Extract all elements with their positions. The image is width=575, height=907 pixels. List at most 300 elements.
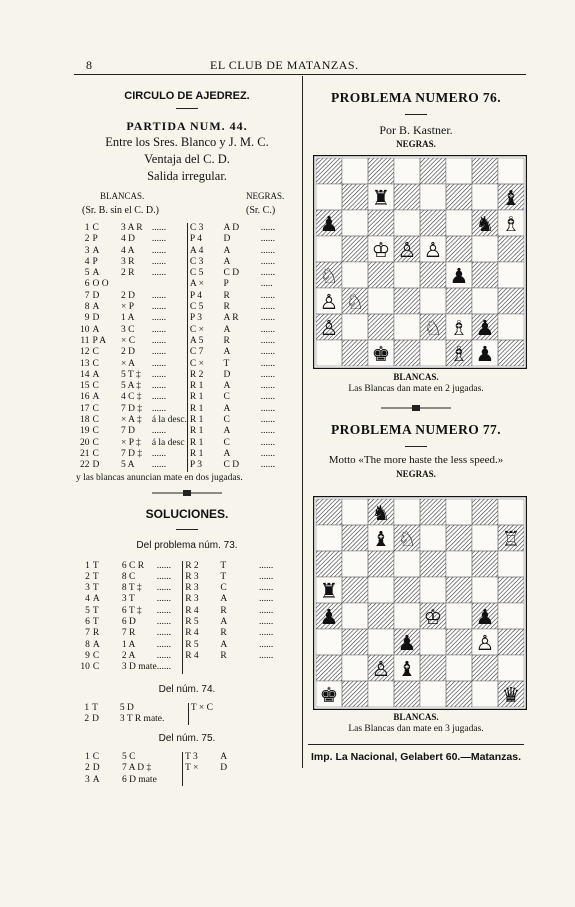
move-cell-a: P	[92, 234, 98, 245]
advantage: Ventaja del C. D.	[144, 152, 230, 166]
move-row	[76, 279, 298, 290]
chess-piece: ♝	[397, 656, 417, 681]
move-cell-n: 12	[80, 347, 90, 358]
board-square	[498, 551, 524, 577]
move-cell-d1: á la desc	[151, 437, 185, 448]
board-square	[420, 551, 446, 577]
chess-piece: ♔	[423, 604, 443, 629]
board-square	[342, 499, 368, 525]
board-square	[446, 681, 472, 707]
move-cell-d: D	[223, 234, 231, 245]
move-cell-c: R 1	[187, 392, 223, 403]
move-cell-d2: ......	[260, 268, 276, 279]
move-cell-d: T	[220, 560, 227, 571]
right-column	[306, 90, 526, 149]
board-square	[472, 236, 498, 262]
board-square	[342, 629, 368, 655]
chess-piece: ♔	[371, 237, 391, 262]
move-cell-a: C	[92, 223, 99, 233]
move-cell-d2: ......	[260, 302, 276, 313]
board-square	[316, 236, 342, 262]
move-cell-d2: ......	[260, 358, 276, 369]
board-square	[316, 551, 342, 577]
move-cell-a: P A	[92, 335, 107, 346]
board-square	[368, 314, 394, 340]
chess-piece: ♗	[449, 341, 469, 366]
board-square	[394, 158, 420, 184]
move-cell-n: 5	[85, 605, 90, 616]
divider	[308, 744, 524, 745]
move-cell-b: × C	[120, 335, 136, 346]
move-cell-d1: ......	[156, 605, 171, 616]
move-cell-b: 7 D ‡	[120, 403, 143, 414]
move-cell-d1: ......	[151, 426, 167, 437]
move-cell-a: A	[92, 392, 100, 403]
chess-piece: ♟	[319, 211, 339, 236]
board-square	[394, 210, 420, 236]
board-square	[420, 340, 446, 366]
move-cell-a: T	[92, 583, 99, 594]
move-cell-d: C	[223, 392, 230, 403]
move-cell-d2	[259, 662, 298, 673]
move-cell-d: T	[220, 571, 227, 582]
board-square	[446, 158, 472, 184]
move-cell-b: 3 R	[120, 256, 135, 267]
move-cell-d: C	[223, 415, 230, 426]
move-cell-b: 6 D	[121, 617, 136, 628]
move-cell-b: 3 D mate	[121, 662, 157, 673]
move-cell-d2: ......	[258, 594, 274, 605]
move-cell-a: T	[92, 560, 99, 571]
chess-piece: ♟	[449, 263, 469, 288]
move-cell-c: R 3	[183, 594, 221, 605]
move-cell-d2: ......	[258, 583, 274, 594]
move-cell-b: 5 T ‡	[120, 369, 141, 380]
move-cell-a: A	[92, 639, 100, 650]
problem-76-white-label: BLANCAS.	[393, 372, 439, 382]
chess-piece: ♛	[501, 682, 521, 707]
move-cell-c: C ×	[187, 359, 223, 370]
move-cell-a: C	[92, 426, 99, 437]
move-cell-b	[121, 279, 152, 290]
move-row	[76, 628, 298, 639]
problem-77-motto: Motto «The more haste the less speed.»	[328, 454, 504, 466]
move-cell-c: P 3	[187, 313, 223, 324]
move-cell-d1: ......	[151, 234, 167, 245]
move-row	[76, 268, 298, 279]
move-cell-d: A	[223, 381, 231, 392]
move-cell-d	[226, 714, 262, 725]
move-cell-b: 2 D	[120, 347, 135, 358]
move-cell-b: 7 D ‡	[120, 448, 143, 459]
move-cell-a: T	[92, 571, 99, 582]
chess-piece: ♜	[319, 578, 339, 603]
move-cell-c: R 1	[187, 404, 223, 415]
move-cell-d2: ......	[258, 650, 274, 661]
move-cell-a: A	[92, 324, 100, 335]
board-square	[368, 577, 394, 603]
chess-piece: ♘	[423, 315, 443, 340]
move-cell-a: D	[92, 763, 100, 774]
move-cell-c: R 5	[183, 617, 221, 628]
problem-76-black-label: NEGRAS.	[396, 139, 436, 149]
board-square	[316, 525, 342, 551]
move-cell-b: 5 D	[119, 702, 134, 713]
chess-piece: ♞	[475, 211, 495, 236]
move-cell-d1: ......	[151, 448, 167, 459]
move-row	[76, 234, 298, 245]
move-cell-d: A	[223, 245, 231, 256]
move-cell-c: R 1	[187, 438, 223, 449]
move-cell-d1: ......	[151, 313, 167, 324]
chess-piece: ♙	[319, 315, 339, 340]
chess-piece: ♞	[371, 500, 391, 525]
move-row	[76, 775, 298, 786]
move-cell-d: A R	[223, 313, 239, 324]
move-cell-d1: ......	[156, 571, 171, 582]
move-cell-c: R 1	[187, 449, 223, 460]
board-square	[342, 158, 368, 184]
move-cell-d: D	[220, 763, 228, 774]
board-square	[472, 525, 498, 551]
move-cell-d2: ......	[260, 369, 276, 380]
board-square	[342, 681, 368, 707]
move-cell-a: C	[92, 752, 100, 763]
chess-piece: ♝	[501, 185, 521, 210]
solution-73-title: Del problema núm. 73.	[136, 539, 238, 551]
move-cell-c: C 3	[187, 223, 223, 234]
board-square	[446, 551, 472, 577]
game-moves-table	[76, 223, 298, 472]
move-cell-a: A	[92, 774, 100, 785]
move-cell-n: 1	[85, 560, 90, 571]
move-cell-a: C	[92, 381, 99, 392]
board-square	[342, 577, 368, 603]
move-cell-d1	[157, 775, 183, 786]
board-square	[394, 551, 420, 577]
board-square	[316, 340, 342, 366]
move-cell-c: P 4	[187, 234, 223, 245]
board-square	[368, 629, 394, 655]
board-square	[342, 655, 368, 681]
move-cell-b: 2 A	[121, 650, 136, 661]
move-cell-d2: ......	[260, 437, 276, 448]
move-row	[76, 404, 298, 415]
board-square	[394, 340, 420, 366]
move-cell-d: C	[223, 437, 230, 448]
move-cell-d2: ......	[260, 234, 276, 245]
move-cell-n: 2	[84, 234, 90, 245]
section-title: CIRCULO DE AJEDREZ.	[124, 90, 250, 102]
move-cell-c	[188, 714, 225, 725]
move-cell-n: 20	[80, 437, 90, 448]
move-cell-d: T	[223, 358, 230, 369]
board-square	[342, 262, 368, 288]
column-rule	[302, 76, 303, 768]
board-square	[498, 236, 524, 262]
move-cell-c: R 4	[183, 628, 221, 639]
move-cell-d1: ......	[151, 392, 167, 403]
move-cell-n: 6	[85, 617, 90, 628]
board-square	[342, 210, 368, 236]
move-cell-d2: ......	[260, 313, 276, 324]
players: Entre los Sres. Blanco y J. M. C.	[105, 135, 269, 149]
problem-77-white-label: BLANCAS.	[393, 712, 439, 722]
move-row	[76, 640, 298, 651]
move-cell-b: 8 C	[121, 571, 136, 582]
move-cell-d2: ......	[260, 403, 276, 414]
board-square	[446, 577, 472, 603]
board-square	[498, 655, 524, 681]
problem-76-author: Por B. Kastner.	[379, 123, 453, 137]
move-cell-b: 5 A ‡	[120, 381, 142, 392]
move-row	[76, 359, 298, 370]
board-square	[368, 603, 394, 629]
board-square	[394, 314, 420, 340]
move-cell-a: T	[92, 617, 99, 628]
move-cell-n: 3	[85, 583, 90, 594]
board-square	[316, 629, 342, 655]
board-square	[394, 603, 420, 629]
ornament	[152, 489, 222, 497]
move-cell-n: 2	[85, 571, 90, 582]
move-cell-d1	[157, 752, 183, 763]
board-square	[368, 262, 394, 288]
move-cell-d1: ......	[156, 560, 171, 571]
move-cell-c: C 5	[187, 302, 223, 313]
move-cell-d: A	[223, 426, 231, 437]
move-cell-d1: ......	[151, 302, 167, 313]
board-square	[420, 158, 446, 184]
board-square	[420, 629, 446, 655]
move-cell-n: 6	[84, 279, 90, 290]
move-row	[76, 449, 298, 460]
chess-piece: ♘	[397, 526, 417, 551]
move-cell-d1: ......	[151, 268, 167, 279]
board-square	[446, 184, 472, 210]
move-cell-n: 2	[84, 763, 90, 774]
move-row	[76, 594, 298, 605]
move-cell-n: 16	[80, 392, 90, 403]
board-square	[420, 262, 446, 288]
move-cell-c: C 3	[187, 257, 223, 268]
chess-piece: ♜	[371, 185, 391, 210]
move-row	[76, 561, 298, 572]
move-cell-n: 3	[84, 774, 90, 785]
move-cell-d1	[152, 279, 188, 290]
move-cell-b: 7 R	[121, 628, 136, 639]
board-square	[316, 158, 342, 184]
move-row	[76, 460, 298, 471]
chess-piece: ♙	[397, 237, 417, 262]
move-cell-d1: ......	[156, 594, 171, 605]
move-cell-n: 4	[84, 256, 90, 267]
chess-piece: ♖	[501, 526, 521, 551]
move-cell-a: C	[92, 347, 99, 358]
move-cell-c: A 5	[187, 336, 223, 347]
solution-74-title: Del núm. 74.	[158, 683, 216, 695]
move-cell-d: R	[220, 605, 227, 616]
move-cell-n: 9	[84, 313, 90, 324]
move-cell-n: 19	[80, 426, 90, 437]
divider	[405, 114, 427, 115]
board-square	[420, 681, 446, 707]
divider	[176, 108, 198, 109]
move-cell-d: A	[220, 752, 228, 763]
board-square	[394, 184, 420, 210]
move-row	[76, 415, 298, 426]
game-title: PARTIDA NUM. 44.	[126, 119, 248, 133]
white-player: (Sr. B. sin el C. D.)	[82, 205, 159, 216]
chess-piece: ♙	[371, 656, 391, 681]
move-cell-d: A	[223, 324, 231, 335]
move-cell-d1	[164, 703, 188, 714]
move-row	[76, 651, 298, 662]
move-row	[76, 336, 298, 347]
move-row	[76, 347, 298, 358]
move-cell-d2: ......	[260, 335, 276, 346]
move-cell-d2: ......	[260, 223, 276, 233]
move-cell-b: 1 A	[121, 639, 136, 650]
move-cell-c: P 3	[187, 460, 223, 471]
move-row	[76, 662, 298, 673]
move-cell-d2: ......	[260, 460, 276, 471]
problem-76-footer	[306, 372, 526, 479]
move-cell-a: C	[92, 437, 99, 448]
move-row	[76, 752, 298, 763]
divider	[405, 446, 427, 447]
board-square	[316, 184, 342, 210]
board-square	[446, 236, 472, 262]
move-cell-d1: ......	[151, 245, 167, 256]
move-cell-n: 2	[84, 713, 90, 724]
move-cell-d2: ......	[260, 426, 276, 437]
chess-piece: ♗	[501, 211, 521, 236]
board-square	[394, 262, 420, 288]
board-square	[446, 603, 472, 629]
board-square	[472, 577, 498, 603]
board-square	[368, 551, 394, 577]
move-cell-n: 18	[80, 415, 90, 426]
move-cell-d1: á la desc.	[151, 415, 187, 426]
move-cell-n: 1	[84, 752, 90, 763]
move-cell-c: R 1	[187, 381, 223, 392]
move-cell-a: C	[92, 415, 99, 426]
move-cell-c: R 5	[183, 640, 221, 651]
move-cell-a: C	[92, 650, 100, 661]
move-cell-d: C D	[223, 268, 240, 279]
chess-piece: ♚	[319, 682, 339, 707]
move-cell-d2: ......	[258, 639, 274, 650]
move-cell-b: 3 T	[121, 594, 135, 605]
move-cell-a: O O	[92, 279, 109, 290]
chess-piece: ♙	[423, 237, 443, 262]
move-cell-b: 8 T ‡	[121, 583, 142, 594]
move-cell-d2	[259, 775, 298, 786]
chess-piece: ♝	[371, 526, 391, 551]
move-cell-a: T	[92, 605, 99, 616]
board-square	[368, 158, 394, 184]
move-cell-c: P 4	[187, 291, 223, 302]
final-note: y las blancas anuncian mate en dos jugadas.	[76, 472, 243, 483]
move-cell-d1: ......	[151, 324, 167, 335]
move-cell-d1: ......	[151, 256, 167, 267]
board-square	[368, 288, 394, 314]
move-row	[76, 583, 298, 594]
board-square	[446, 655, 472, 681]
move-cell-b: 4 D	[120, 234, 135, 245]
move-cell-d2: ......	[260, 392, 276, 403]
move-cell-a: C	[92, 403, 99, 414]
move-row	[76, 313, 298, 324]
move-cell-c: C 5	[187, 268, 223, 279]
board-square	[342, 603, 368, 629]
move-cell-d: C D	[223, 460, 240, 471]
board-square	[342, 525, 368, 551]
move-cell-a: R	[92, 628, 100, 639]
board-square	[472, 158, 498, 184]
move-cell-c: C 7	[187, 347, 223, 358]
move-row	[76, 617, 298, 628]
move-cell-c: T ×	[182, 763, 220, 774]
move-cell-a: A	[92, 302, 100, 313]
board-square	[498, 262, 524, 288]
move-cell-d2	[262, 703, 298, 714]
move-row	[76, 438, 298, 449]
board-square	[498, 629, 524, 655]
board-square	[316, 499, 342, 525]
move-cell-d2: ......	[260, 324, 276, 335]
move-cell-c: R 2	[187, 370, 223, 381]
board-square	[342, 340, 368, 366]
board-square	[472, 681, 498, 707]
move-cell-d: D	[223, 369, 231, 380]
move-cell-a: C	[92, 358, 99, 369]
problem-77-caption: Las Blancas dan mate en 3 jugadas.	[348, 724, 484, 734]
problem-76-caption: Las Blancas dan mate en 2 jugadas.	[348, 384, 484, 394]
black-label: NEGRAS.	[246, 191, 285, 201]
move-cell-d1: ......	[151, 223, 167, 233]
move-cell-c: R 3	[183, 583, 221, 594]
move-cell-d1: ......	[156, 650, 171, 661]
board-square	[498, 288, 524, 314]
move-cell-d: R	[220, 650, 227, 661]
move-cell-b: × P ‡	[120, 437, 141, 448]
board-square	[446, 525, 472, 551]
move-cell-d2: ......	[260, 347, 276, 358]
problem-76-board	[313, 155, 527, 369]
problem-76-title: PROBLEMA NUMERO 76.	[331, 90, 501, 105]
move-row	[76, 291, 298, 302]
move-cell-d2: ......	[260, 448, 276, 459]
move-row	[76, 572, 298, 583]
board-square	[498, 603, 524, 629]
move-cell-n: 3	[84, 245, 90, 256]
move-cell-d2: ......	[260, 256, 276, 267]
board-square	[446, 288, 472, 314]
board-square	[498, 158, 524, 184]
imprint: Imp. La Nacional, Gelabert 60.—Matanzas.	[310, 751, 522, 763]
chess-piece: ♗	[449, 315, 469, 340]
board-square	[316, 655, 342, 681]
move-cell-n: 10	[80, 662, 90, 673]
chess-piece: ♙	[475, 630, 495, 655]
left-column	[76, 90, 298, 786]
move-row	[76, 381, 298, 392]
move-cell-c: A 4	[187, 246, 223, 257]
solution-73-table	[76, 561, 298, 674]
move-cell-b: × P	[120, 302, 134, 313]
